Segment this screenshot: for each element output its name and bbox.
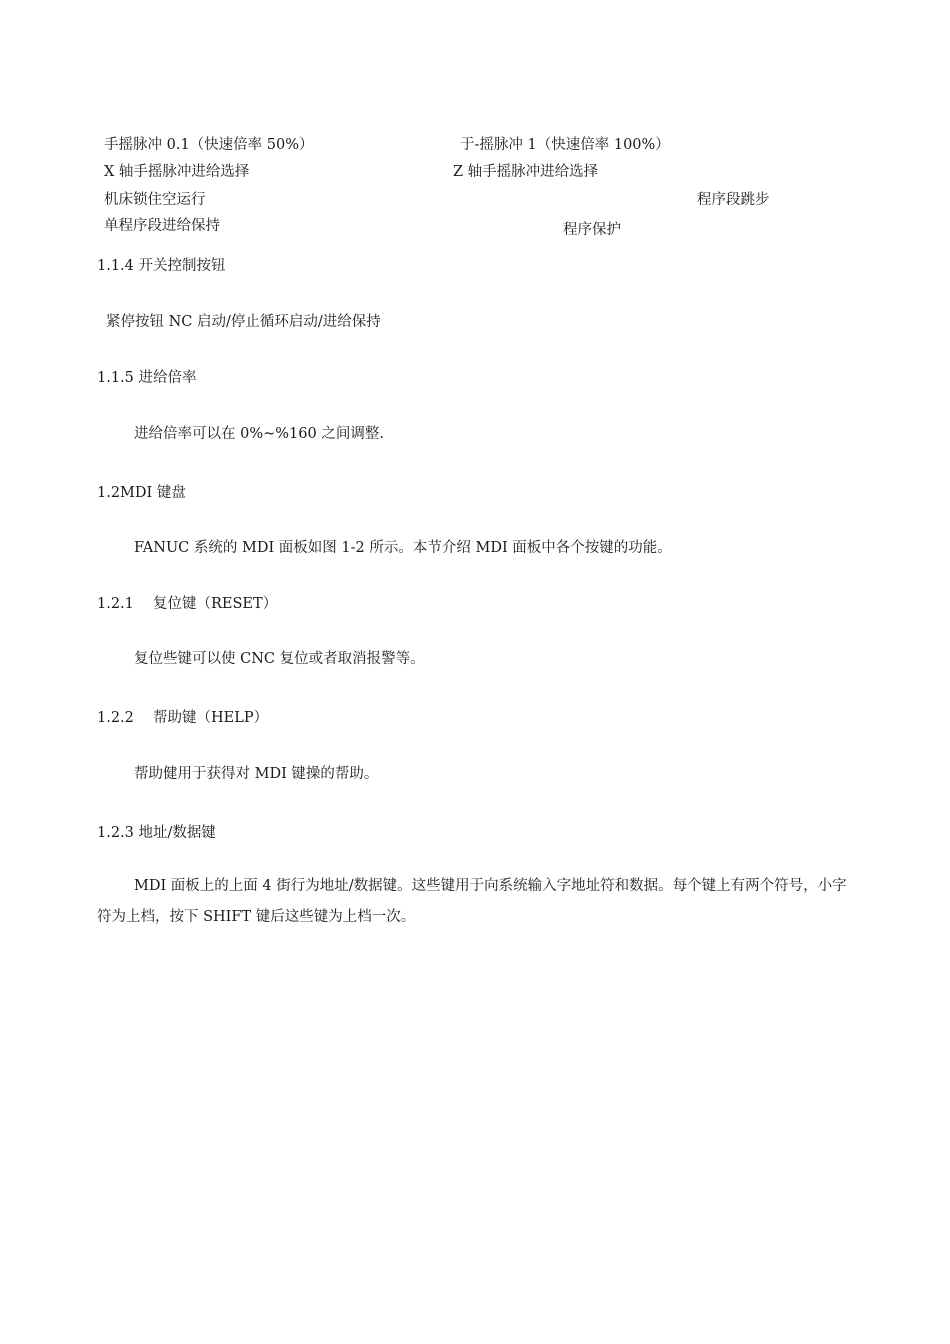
panel-label-handwheel-0-1: 手摇脉冲 0.1（快速倍率 50%） — [104, 137, 314, 153]
section-title-reset-key: 复位键（RESET） — [153, 596, 278, 612]
panel-label-machine-lock: 机床锁住空运行 — [104, 192, 206, 208]
section-body-1-1-4: 紧停按钮 NC 启动/停止循环启动/进给保持 — [106, 314, 381, 330]
section-title-help-key: 帮助键（HELP） — [153, 710, 269, 726]
section-body-1-1-5: 进给倍率可以在 0%~%160 之间调整. — [134, 426, 384, 442]
section-number-1-2-1: 1.2.1 — [97, 596, 134, 612]
panel-label-block-skip: 程序段跳步 — [697, 192, 770, 208]
section-body-1-2-1: 复位些键可以使 CNC 复位或者取消报警等。 — [134, 651, 425, 667]
section-heading-1-2-3: 1.2.3 地址/数据键 — [97, 825, 216, 841]
section-heading-1-2: 1.2MDI 键盘 — [97, 485, 186, 501]
section-body-1-2-3: MDI 面板上的上面 4 街行为地址/数据键。这些键用于向系统输入字地址符和数据。每个键上有两个符号，小字符为上档，按下 SHIFT 键后这些键为上档一次。 — [97, 878, 847, 925]
panel-label-handwheel-1: 于-摇脉冲 1（快速倍率 100%） — [460, 137, 670, 153]
section-heading-1-1-5: 1.1.5 进给倍率 — [97, 370, 197, 386]
section-number-1-2-2: 1.2.2 — [97, 710, 134, 726]
panel-label-x-axis-select: X 轴手摇脉冲进给选择 — [104, 164, 250, 180]
panel-label-single-block: 单程序段进给保持 — [104, 218, 220, 234]
section-heading-1-1-4: 1.1.4 开关控制按钮 — [97, 258, 226, 274]
panel-label-z-axis-select: Z 轴手摇脉冲进给选择 — [453, 164, 599, 180]
section-body-1-2-2: 帮助健用于获得对 MDI 键操的帮助。 — [134, 766, 379, 782]
panel-label-program-protect: 程序保护 — [563, 222, 621, 238]
section-body-1-2: FANUC 系统的 MDI 面板如图 1-2 所示。本节介绍 MDI 面板中各个按键的功能。 — [134, 540, 672, 556]
